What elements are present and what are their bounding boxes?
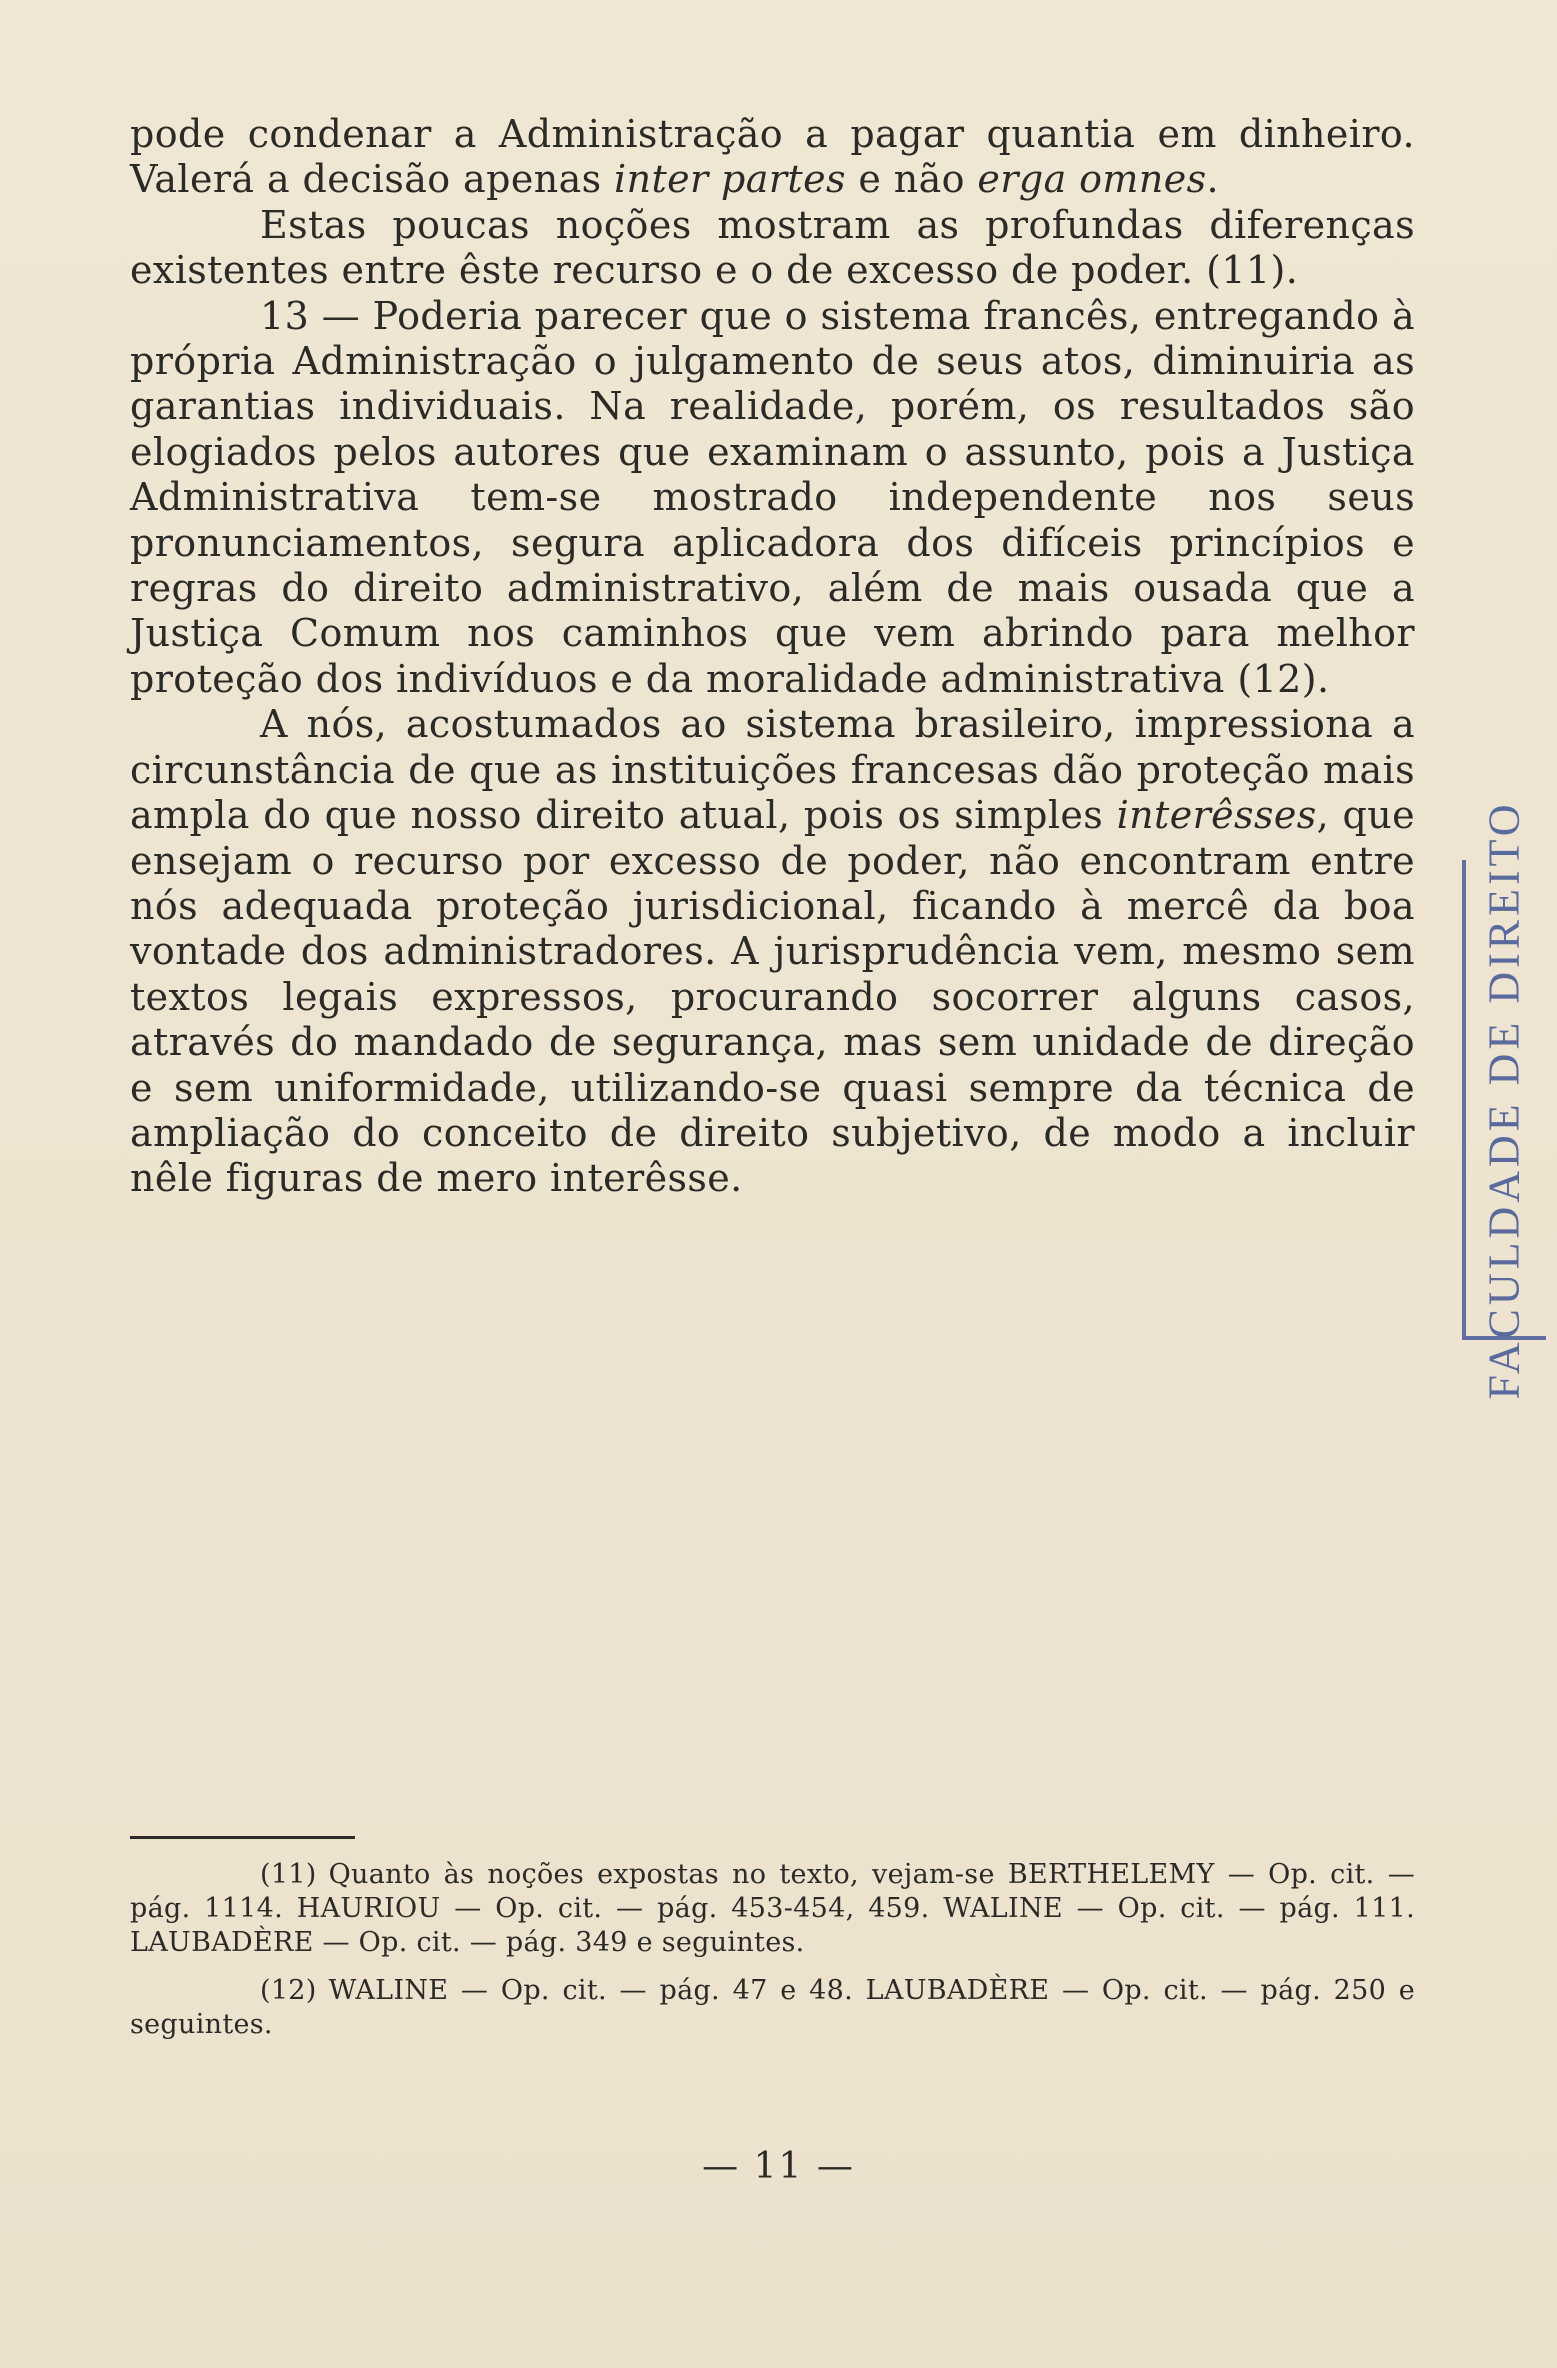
footnotes: [130, 1858, 1415, 2056]
footnote-12: [130, 1974, 1415, 2042]
paragraph-1: pode condenar a Administração a pagar quantia em dinheiro. Valerá a decisão apenas inter partes e não erga omnes.: [130, 112, 1415, 202]
footnote-number: (12): [260, 1975, 317, 2006]
paragraph-4: A nós, acostumados ao sistema brasileiro, impressiona a circunstância de que as instituições francesas dão proteção mais ampla do que nosso direito atual, pois os simples interêsses, que ensejam o recurso por excesso de poder, não encontram entre nós adequada proteção jurisdicional, ficando à mercê da boa vontade dos administradores. A jurisprudência vem, mesmo sem textos legais expressos, procurando socorrer alguns casos, através do mandado de segurança, mas sem unidade de direção e sem uniformidade, utilizando-se quasi sempre da técnica de ampliação do conceito de direito subjetivo, de modo a incluir nêle figuras de mero interêsse.: [130, 702, 1415, 1201]
footnote-text: Quanto às noções expostas no texto, vejam-se BERTHELEMY — Op. cit. — pág. 1114. HAURIOU — Op. cit. — pág. 453-454, 459. WALINE — Op. cit. — pág. 111. LAUBADÈRE — Op. cit. — pág. 349 e seguintes.: [130, 1859, 1415, 1958]
footnote-11: [130, 1858, 1415, 1960]
library-stamp: [1462, 800, 1546, 1400]
stamp-text: FACULDADE DE DIREITO: [1479, 800, 1529, 1400]
footnote-number: (11): [260, 1859, 317, 1890]
page-number: — 11 —: [702, 2146, 855, 2187]
body-text: [130, 112, 1415, 1202]
footnote-text: WALINE — Op. cit. — pág. 47 e 48. LAUBADÈRE — Op. cit. — pág. 250 e seguintes.: [130, 1975, 1415, 2040]
paragraph-3: 13 — Poderia parecer que o sistema francês, entregando à própria Administração o julgamento de seus atos, diminuiria as garantias individuais. Na realidade, porém, os resultados são elogiados pelos autores que examinam o assunto, pois a Justiça Administrativa tem-se mostrado independente nos seus pronunciamentos, segura aplicadora dos difíceis princípios e regras do direito administrativo, além de mais ousada que a Justiça Comum nos caminhos que vem abrindo para melhor proteção dos indivíduos e da moralidade administrativa (12).: [130, 293, 1415, 701]
paragraph-2: Estas poucas noções mostram as profundas diferenças existentes entre êste recurso e o de excesso de poder. (11).: [130, 202, 1415, 293]
footnote-divider: [130, 1836, 355, 1839]
